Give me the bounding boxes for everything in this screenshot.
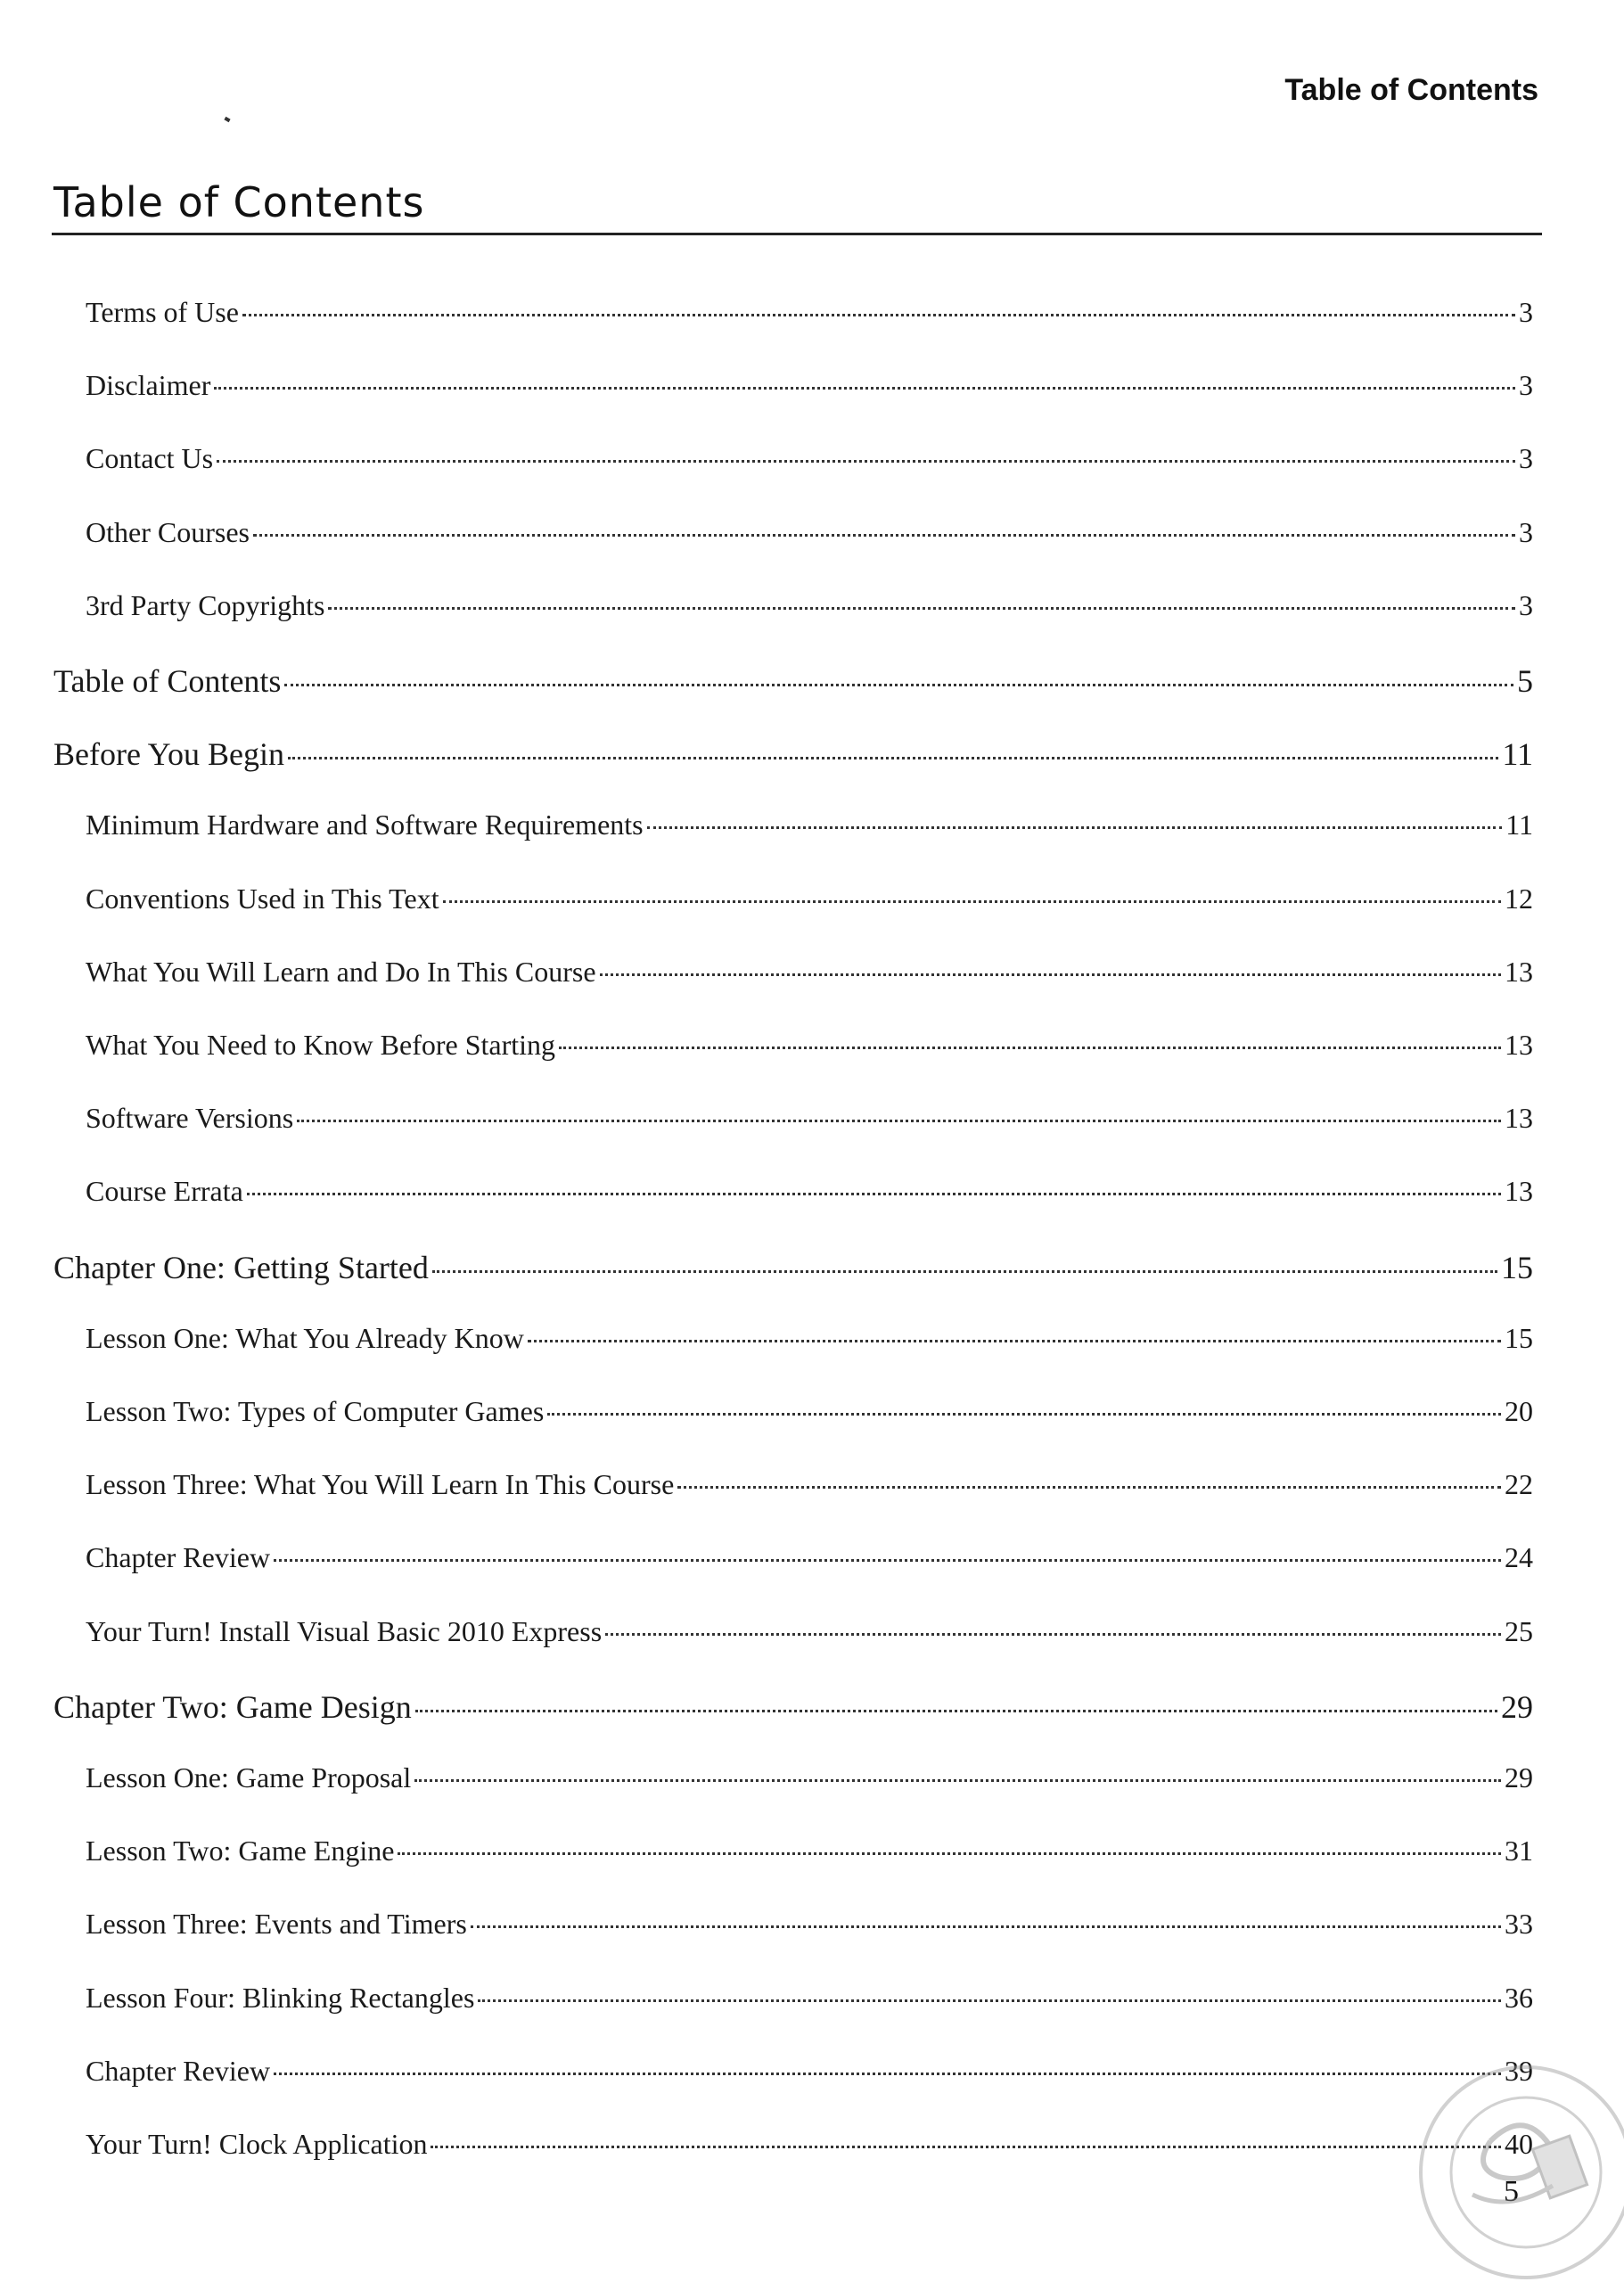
dot-leader	[471, 1925, 1501, 1928]
dot-leader	[288, 757, 1498, 759]
dot-leader	[443, 900, 1501, 903]
toc-entry[interactable]	[86, 516, 1533, 549]
toc-entry-title: What You Will Learn and Do In This Course	[86, 955, 596, 988]
toc-entry-page: 13	[1505, 955, 1533, 988]
toc-entry-title: Chapter Two: Game Design	[53, 1688, 412, 1725]
toc-entry-page: 5	[1517, 663, 1533, 699]
toc-entry[interactable]	[86, 296, 1533, 329]
toc-entry-title: Chapter One: Getting Started	[53, 1249, 429, 1285]
toc-entry-title: Lesson Two: Types of Computer Games	[86, 1395, 545, 1427]
toc-entry-title: What You Need to Know Before Starting	[86, 1029, 556, 1061]
dot-leader	[600, 973, 1501, 976]
toc-entry-page: 29	[1505, 1761, 1533, 1794]
toc-entry-title: Chapter Review	[86, 2054, 271, 2087]
toc-entry[interactable]	[86, 2055, 1533, 2088]
dot-leader	[528, 1340, 1501, 1342]
toc-entry[interactable]	[86, 809, 1533, 841]
toc-entry-title: Lesson Three: What You Will Learn In This Course	[86, 1468, 675, 1501]
toc-entry[interactable]	[86, 1029, 1533, 1062]
dot-leader	[284, 684, 1513, 686]
page-number: 5	[1504, 2175, 1519, 2208]
toc-entry-page: 3	[1519, 442, 1533, 475]
toc-entry-page: 39	[1505, 2054, 1533, 2087]
toc-entry[interactable]	[86, 1541, 1533, 1574]
toc-entry[interactable]	[86, 1468, 1533, 1501]
dot-leader	[547, 1413, 1501, 1416]
toc-entry[interactable]	[86, 1395, 1533, 1428]
toc-entry[interactable]	[53, 662, 1533, 700]
toc-entry[interactable]	[86, 882, 1533, 915]
toc-entry-page: 15	[1505, 1321, 1533, 1354]
dot-leader	[431, 2146, 1501, 2148]
toc-entry-page: 36	[1505, 1981, 1533, 2014]
toc-entry-title: Other Courses	[86, 515, 250, 548]
toc-entry-title: Terms of Use	[86, 296, 239, 328]
toc-entry[interactable]	[86, 1982, 1533, 2015]
toc-entry[interactable]	[86, 1322, 1533, 1355]
toc-entry-page: 20	[1505, 1395, 1533, 1427]
toc-entry[interactable]	[86, 1835, 1533, 1867]
toc-entry-page: 3	[1519, 515, 1533, 548]
dot-leader	[647, 826, 1503, 829]
toc-entry[interactable]	[86, 589, 1533, 622]
toc-entry-page: 33	[1505, 1908, 1533, 1941]
toc-entry-title: Contact Us	[86, 442, 214, 475]
dot-leader	[214, 387, 1515, 390]
toc-entry-page: 25	[1505, 1614, 1533, 1647]
toc-entry[interactable]	[53, 1688, 1533, 1726]
toc-entry-page: 3	[1519, 296, 1533, 328]
toc-entry[interactable]	[86, 2128, 1533, 2161]
dot-leader	[414, 1779, 1501, 1782]
toc-entry-title: Minimum Hardware and Software Requirements	[86, 809, 644, 841]
toc-entry[interactable]	[86, 1102, 1533, 1135]
toc-entry[interactable]	[86, 1761, 1533, 1794]
toc-entry-title: Table of Contents	[53, 663, 282, 699]
toc-entry-title: Disclaimer	[86, 369, 211, 402]
toc-entry-page: 3	[1519, 369, 1533, 402]
toc-entry[interactable]	[53, 735, 1533, 773]
toc-entry-page: 11	[1502, 736, 1533, 773]
dot-leader	[242, 314, 1515, 316]
toc-entry-title: Software Versions	[86, 1102, 294, 1135]
toc-entry-title: Lesson Four: Blinking Rectangles	[86, 1981, 475, 2014]
toc-entry-title: Your Turn! Clock Application	[86, 2128, 428, 2160]
toc-entry[interactable]	[86, 369, 1533, 402]
page-title: Table of Contents	[53, 178, 425, 226]
toc-entry[interactable]	[86, 1615, 1533, 1648]
toc-entry[interactable]	[86, 442, 1533, 475]
dot-leader	[478, 1999, 1501, 2002]
toc-entry[interactable]	[86, 1175, 1533, 1208]
toc-entry-page: 29	[1501, 1688, 1533, 1725]
toc-entry-page: 13	[1505, 1029, 1533, 1061]
toc-entry-page: 24	[1505, 1541, 1533, 1574]
toc-entry-title: Chapter Review	[86, 1541, 271, 1574]
toc-entry-title: Your Turn! Install Visual Basic 2010 Express	[86, 1614, 603, 1647]
toc-entry-page: 13	[1505, 1175, 1533, 1208]
toc-entry-title: Conventions Used in This Text	[86, 882, 439, 915]
dot-leader	[297, 1120, 1501, 1122]
toc-entry-page: 22	[1505, 1468, 1533, 1501]
toc-entry-title: 3rd Party Copyrights	[86, 588, 325, 621]
dot-leader	[247, 1193, 1501, 1195]
dot-leader	[217, 460, 1515, 463]
toc-entry-page: 15	[1501, 1249, 1533, 1285]
toc-entry-title: Lesson One: Game Proposal	[86, 1761, 412, 1794]
toc-entry[interactable]	[53, 1249, 1533, 1286]
toc-entry-page: 11	[1505, 809, 1533, 841]
toc-entry-page: 13	[1505, 1102, 1533, 1135]
dot-leader	[559, 1047, 1501, 1049]
toc-entry-title: Lesson Two: Game Engine	[86, 1835, 395, 1867]
dot-leader	[677, 1486, 1501, 1489]
dot-leader	[274, 2073, 1501, 2075]
dot-leader	[253, 534, 1515, 537]
toc-entry-title: Course Errata	[86, 1175, 243, 1208]
scan-speck	[224, 117, 230, 122]
dot-leader	[415, 1710, 1497, 1712]
toc-entry[interactable]	[86, 1908, 1533, 1941]
toc-entry-page: 31	[1505, 1835, 1533, 1867]
dot-leader	[605, 1633, 1501, 1636]
watermark-stamp-icon	[1383, 2007, 1624, 2282]
toc-entry-title: Lesson Three: Events and Timers	[86, 1908, 467, 1941]
dot-leader	[398, 1852, 1501, 1855]
dot-leader	[432, 1270, 1497, 1273]
toc-entry-page: 40	[1505, 2128, 1533, 2160]
toc-entry[interactable]	[86, 956, 1533, 989]
toc-entry-page: 12	[1505, 882, 1533, 915]
dot-leader	[274, 1559, 1501, 1562]
toc-entry-page: 3	[1519, 588, 1533, 621]
toc-entry-title: Lesson One: What You Already Know	[86, 1321, 524, 1354]
toc-entry-title: Before You Begin	[53, 736, 284, 773]
dot-leader	[328, 607, 1515, 610]
running-header: Table of Contents	[1284, 73, 1538, 107]
title-underline	[52, 233, 1542, 235]
